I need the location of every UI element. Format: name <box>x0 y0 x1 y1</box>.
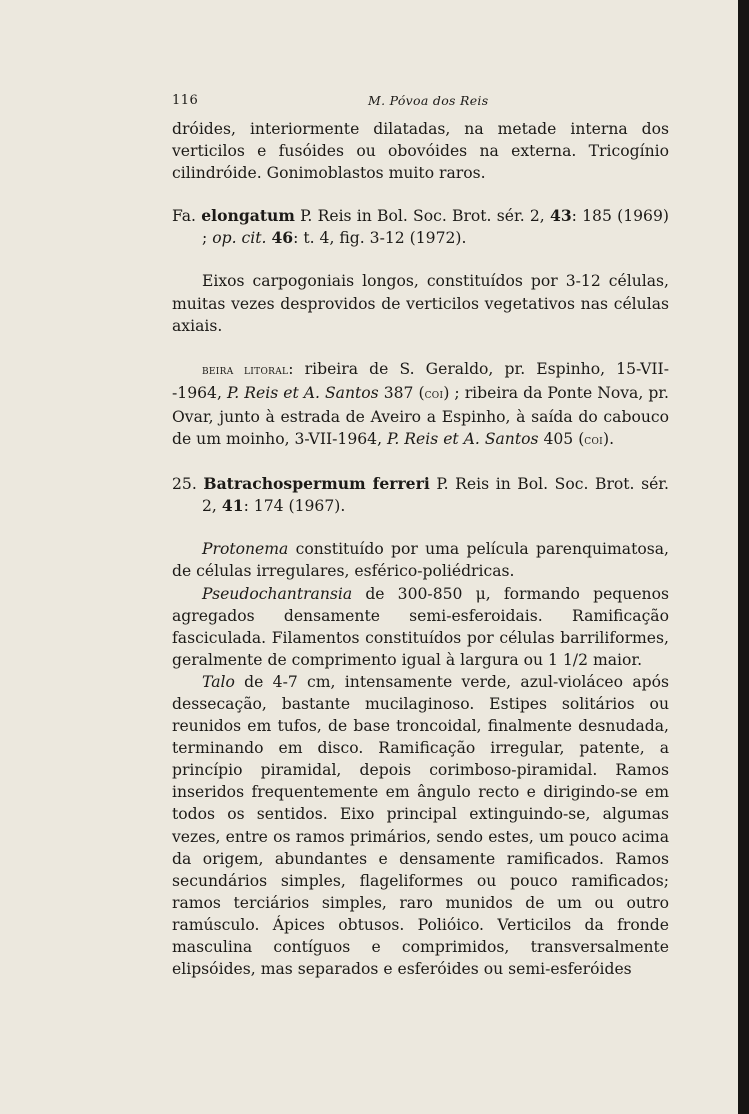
taxon-entry-elongatum <box>172 205 669 249</box>
body-text <box>172 118 669 980</box>
page-number: 116 <box>172 93 199 108</box>
protonema-paragraph: Protonema constituído por uma película parenquimatosa, de células irregulares, esférico-poliédricas. <box>172 540 670 581</box>
herbarium-code: coi <box>424 386 444 402</box>
page-header <box>0 93 738 113</box>
form-prefix: Fa. <box>172 207 197 226</box>
op-cit: op. cit. <box>212 229 267 248</box>
volume-number: 41 <box>221 496 244 516</box>
collectors: P. Reis et A. Santos <box>387 430 539 449</box>
locality-text: ) ; ribeira da Ponte Nova, pr. Ovar, junto à estrada de Aveiro a Espinho, à saída do cabouco de um moinho, 3-VII-1964, <box>172 383 669 449</box>
pseudochantransia-paragraph: Pseudochantransia de 300-850 μ, formando pequenos agregados densamente semi-esferoidais. Ramificação fasciculada. Filamentos constituídos por células barriliformes, geralmente de comprimento igual à largura ou 1 1/2 maior. <box>172 584 669 669</box>
region-name: beira litoral <box>202 362 289 378</box>
citation-pages: : 185 (1969) ; <box>202 207 669 248</box>
citation-pages: : 174 (1967). <box>243 497 346 516</box>
fraction: 1/2 <box>562 650 588 669</box>
citation: P. Reis in Bol. Soc. Brot. sér. 2, <box>300 207 545 226</box>
description-paragraph: Eixos carpogoniais longos, constituídos por 3-12 células, muitas vezes desprovidos de verticilos vegetativos nas células axiais. <box>172 272 669 335</box>
running-head: M. Póvoa dos Reis <box>368 93 489 108</box>
locality-text: 387 ( <box>383 383 425 402</box>
species-heading <box>172 473 669 517</box>
citation: P. Reis in Bol. Soc. Brot. sér. 2, <box>202 475 669 516</box>
volume-number: 43 <box>549 206 572 226</box>
volume-number: 46 <box>271 228 294 248</box>
collectors: P. Reis et A. Santos <box>226 383 379 402</box>
locality-text: : ribeira de S. Geraldo, pr. Espinho, 15-VII--1964, <box>172 359 669 402</box>
scan-edge <box>738 0 749 1114</box>
micron-symbol: μ <box>475 584 486 603</box>
species-name: Batrachospermum ferreri <box>203 474 430 494</box>
term: Protonema <box>202 540 289 559</box>
citation-figures: : t. 4, fig. 3-12 (1972). <box>293 229 467 248</box>
term: Talo <box>202 672 235 691</box>
term: Pseudochantransia <box>202 584 353 603</box>
talo-paragraph: Talo de 4-7 cm, intensamente verde, azul-violáceo após dessecação, bastante mucilaginoso. Estipes solitários ou reunidos em tufos, de base troncoidal, finalmente desnudada, terminando em disco. Ramificação irregular, patente, a princípio piramidal, depois corimboso-piramidal. Ramos inseridos frequentemente em ângulo recto e dirigindo-se em todos os sentidos. Eixo principal extinguindo-se, algumas vezes, entre os ramos primários, sendo estes, um pouco acima da origem, abundantes e densamente ramificados. Ramos secundários simples, flageliformes ou pouco ramificados; ramos terciários simples, raro munidos de um ou outro ramúsculo. Ápices obtusos. Polióico. Verticilos da fronde masculina contíguos e comprimidos, transversalmente elipsóides, mas separados e esferóides ou semi-esferóides <box>172 672 669 979</box>
species-number: 25. <box>172 475 197 494</box>
locality-text: ). <box>603 430 615 449</box>
taxon-name: elongatum <box>201 206 295 226</box>
paragraph-continuation: dróides, interiormente dilatadas, na metade interna dos verticilos e fusóides ou obovóides na externa. Tricogínio cilindróide. Gonimoblastos muito raros. <box>172 120 669 183</box>
locality-text: 405 ( <box>543 430 585 449</box>
herbarium-code: coi <box>584 433 604 449</box>
locality-paragraph <box>172 358 669 452</box>
